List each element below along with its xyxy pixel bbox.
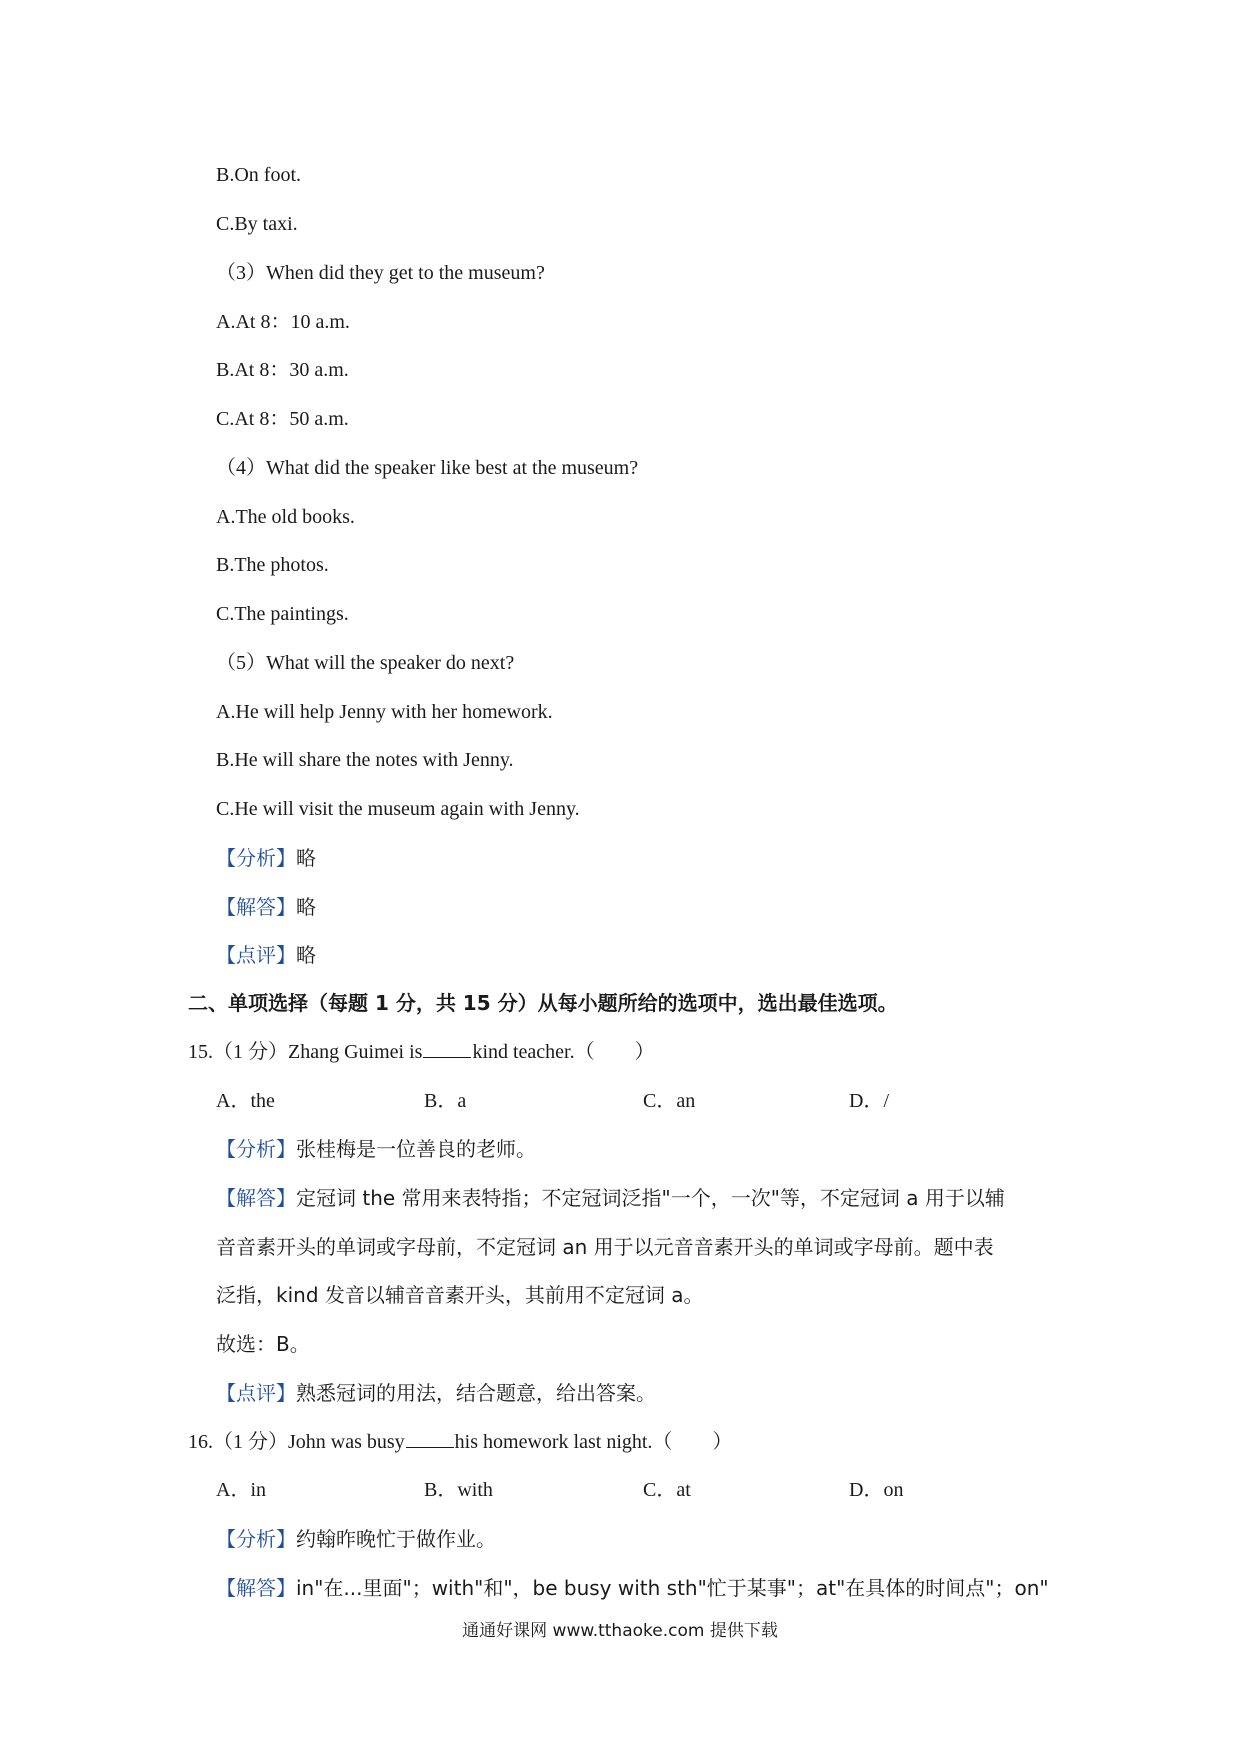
q15-stem-post: kind teacher.（ ） bbox=[472, 1041, 655, 1063]
section-2-title: 二、单项选择（每题 1 分，共 15 分）从每小题所给的选项中，选出最佳选项。 bbox=[188, 991, 898, 1015]
q16-choice-a: A．in bbox=[216, 1479, 266, 1501]
q3-option-a: A.At 8：10 a.m. bbox=[216, 311, 350, 333]
q15-answer-line-1 bbox=[216, 1188, 1005, 1208]
option-c-by-taxi: C.By taxi. bbox=[216, 213, 298, 235]
analysis-text: 张桂梅是一位善良的老师。 bbox=[296, 1137, 536, 1161]
q15-answer-line-2: 音音素开头的单词或字母前，不定冠词 an 用于以元音音素开头的单词或字母前。题中表 bbox=[216, 1235, 994, 1259]
q5-option-a: A.He will help Jenny with her homework. bbox=[216, 701, 553, 723]
q15-choice-b: B．a bbox=[424, 1090, 467, 1112]
question-16-stem bbox=[188, 1432, 732, 1452]
analysis-text: 略 bbox=[296, 846, 316, 870]
q15-blank bbox=[423, 1056, 471, 1058]
page-footer: 通通好课网 www.tthaoke.com 提供下载 bbox=[462, 1621, 778, 1641]
analysis-text: 约翰昨晚忙于做作业。 bbox=[296, 1527, 496, 1551]
q16-answer-line-1 bbox=[216, 1578, 1049, 1598]
q4-option-a: A.The old books. bbox=[216, 506, 355, 528]
q4-option-b: B.The photos. bbox=[216, 554, 329, 576]
q15-analysis bbox=[216, 1139, 536, 1159]
q15-final-answer: 故选：B。 bbox=[216, 1332, 310, 1356]
answer-text-1: in"在...里面"；with"和"，be busy with sth"忙于某事"；at"在具体的时间点"；on" bbox=[296, 1576, 1049, 1600]
answer-tag: 【解答】 bbox=[216, 895, 296, 919]
answer-tag: 【解答】 bbox=[216, 1186, 296, 1210]
question-4: （4）What did the speaker like best at the museum? bbox=[216, 457, 639, 479]
q14-comment bbox=[216, 945, 316, 965]
q15-answer-line-3: 泛指，kind 发音以辅音音素开头，其前用不定冠词 a。 bbox=[216, 1283, 704, 1307]
answer-tag: 【解答】 bbox=[216, 1576, 296, 1600]
q14-answer bbox=[216, 897, 316, 917]
q5-option-c: C.He will visit the museum again with Jenny. bbox=[216, 798, 580, 820]
q4-option-c: C.The paintings. bbox=[216, 603, 349, 625]
q15-choice-a: A．the bbox=[216, 1090, 275, 1112]
question-5: （5）What will the speaker do next? bbox=[216, 652, 515, 674]
comment-tag: 【点评】 bbox=[216, 1381, 296, 1405]
q3-option-b: B.At 8：30 a.m. bbox=[216, 359, 349, 381]
question-3: （3）When did they get to the museum? bbox=[216, 262, 545, 284]
analysis-tag: 【分析】 bbox=[216, 1527, 296, 1551]
q16-stem-pre: 16.（1 分）John was busy bbox=[188, 1431, 405, 1453]
option-b-on-foot: B.On foot. bbox=[216, 164, 301, 186]
q16-blank bbox=[406, 1446, 454, 1448]
q3-option-c: C.At 8：50 a.m. bbox=[216, 408, 349, 430]
q16-stem-post: his homework last night.（ ） bbox=[454, 1431, 733, 1453]
q15-stem-pre: 15.（1 分）Zhang Guimei is bbox=[188, 1041, 423, 1063]
analysis-tag: 【分析】 bbox=[216, 846, 296, 870]
comment-text: 熟悉冠词的用法，结合题意，给出答案。 bbox=[296, 1381, 656, 1405]
question-15-stem bbox=[188, 1042, 655, 1062]
q15-choice-d: D．/ bbox=[849, 1090, 889, 1112]
q16-choice-c: C．at bbox=[643, 1479, 691, 1501]
answer-text: 略 bbox=[296, 895, 316, 919]
q16-choice-b: B．with bbox=[424, 1479, 493, 1501]
q14-analysis bbox=[216, 848, 316, 868]
comment-tag: 【点评】 bbox=[216, 943, 296, 967]
q16-choice-d: D．on bbox=[849, 1479, 904, 1501]
comment-text: 略 bbox=[296, 943, 316, 967]
q15-choice-c: C．an bbox=[643, 1090, 696, 1112]
answer-text-1: 定冠词 the 常用来表特指；不定冠词泛指"一个，一次"等，不定冠词 a 用于以辅 bbox=[296, 1186, 1005, 1210]
q16-analysis bbox=[216, 1529, 496, 1549]
analysis-tag: 【分析】 bbox=[216, 1137, 296, 1161]
q5-option-b: B.He will share the notes with Jenny. bbox=[216, 749, 514, 771]
q15-comment bbox=[216, 1383, 656, 1403]
